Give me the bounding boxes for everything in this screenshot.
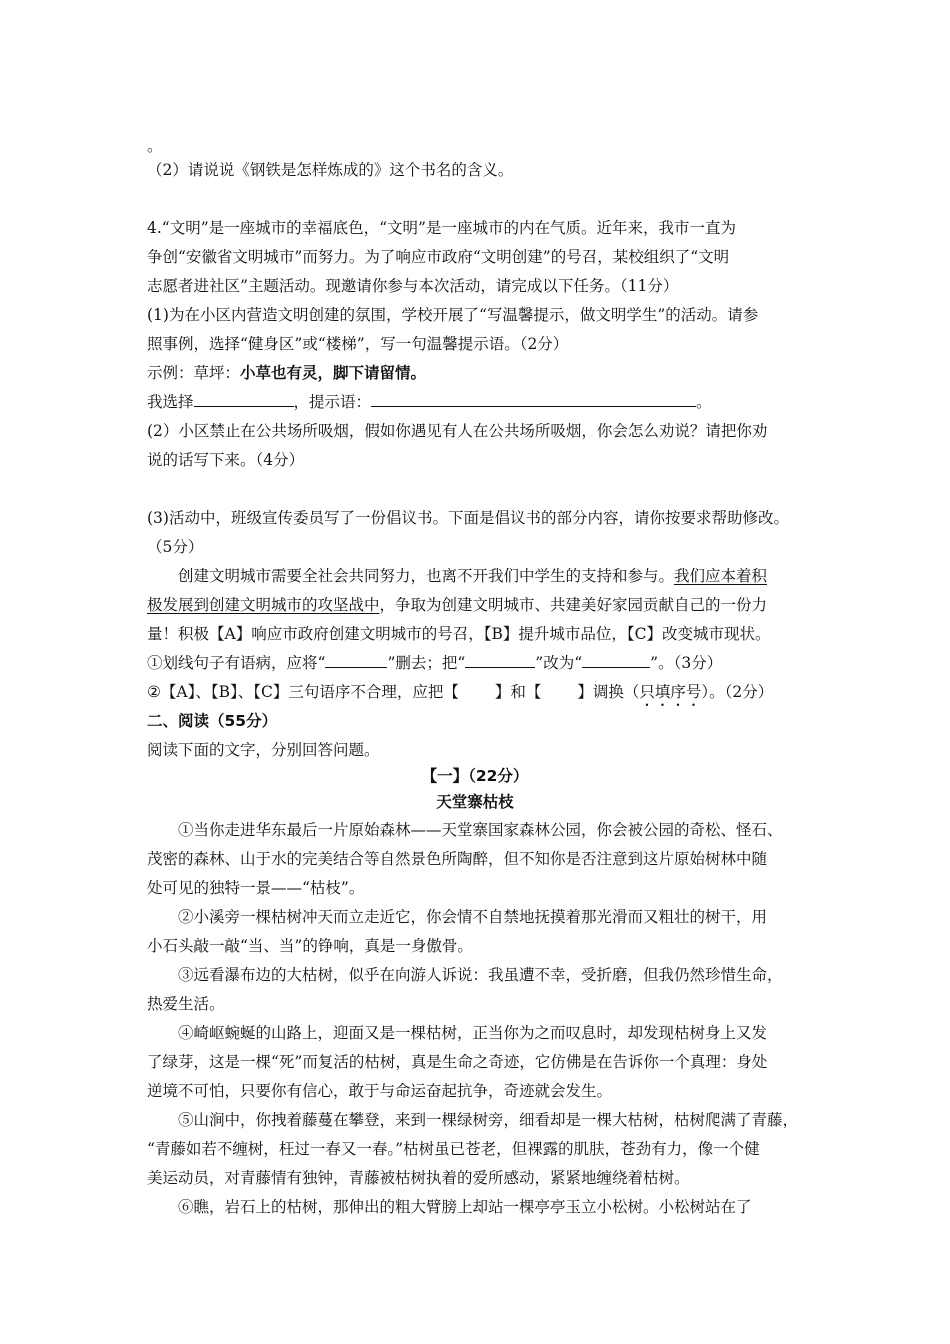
section-2-instruction: 阅读下面的文字，分别回答问题。 (147, 741, 380, 759)
article-line: 了绿芽，这是一棵“死”而复活的枯树，真是生命之奇迹，它仿佛是在告诉你一个真理：身处 (147, 1053, 768, 1071)
article-line: ②小溪旁一棵枯树冲天而立走近它，你会情不自禁地抚摸着那光滑而又粗壮的树干，用 (178, 908, 768, 926)
article-line: ⑤山涧中，你拽着藤蔓在攀登，来到一棵绿树旁，细看却是一棵大枯树，枯树爬满了青藤， (178, 1111, 799, 1129)
top-mark: 。 (147, 137, 163, 155)
s1-text-a: ①划线句子有语病，应将“ (147, 654, 326, 672)
article-line: 美运动员，对青藤情有独钟，青藤被枯树执着的爱所感动，紧紧地缠绕着枯树。 (147, 1169, 690, 1187)
article-line: ④崎岖蜿蜒的山路上，迎面又是一棵枯树，正当你为之而叹息时，却发现枯树身上又发 (178, 1024, 768, 1042)
choose-line (147, 392, 712, 412)
q4-part1-line-2: 照事例，选择“健身区”或“楼梯”，写一句温馨提示语。（2分） (147, 335, 569, 353)
choose-mid: ，提示语： (293, 393, 372, 411)
choose-end: 。 (696, 393, 712, 411)
delete-blank[interactable] (325, 653, 387, 668)
article-line: 小石头敲一敲“当、当”的铮响，真是一身傲骨。 (147, 937, 473, 955)
q4-part2-line-2: 说的话写下来。（4分） (147, 451, 305, 469)
emphasized-text: 只填序号 (639, 683, 702, 701)
proposal-text: 创建文明城市需要全社会共同努力，也离不开我们中学生的支持和参与。 (178, 567, 675, 585)
proposal-line-2 (147, 595, 767, 615)
s2-text-c: 】调换（ (577, 683, 640, 701)
article-line: “青藤如若不缠树，枉过一春又一春。”枯树虽已苍老，但裸露的肌肤，苍劲有力，像一个健 (147, 1140, 760, 1158)
subquestion-1 (147, 653, 722, 673)
q4-part3-line-2: （5分） (147, 538, 204, 556)
underlined-sentence-part-1: 我们应本着积 (674, 567, 768, 585)
choice-blank[interactable] (194, 392, 294, 407)
choose-prefix: 我选择 (147, 393, 194, 411)
q4-intro-line-1: 4.“文明”是一座城市的幸福底色，“文明”是一座城市的内在气质。近年来，我市一直为 (147, 219, 736, 237)
s2-text-a: ②【A】、【B】、【C】三句语序不合理，应把【 (147, 683, 459, 701)
original-word-blank[interactable] (465, 653, 535, 668)
proposal-line-1 (178, 566, 767, 586)
article-line: 茂密的森林、山于水的完美结合等自然景色所陶醉，但不知你是否注意到这片原始树林中随 (147, 850, 768, 868)
s2-text-d: ）。（2分） (701, 683, 774, 701)
underlined-sentence-part-2: 极发展到创建文明城市的攻坚战中 (147, 596, 380, 614)
subquestion-2 (147, 682, 773, 710)
s1-text-b: ”删去；把“ (387, 654, 466, 672)
example-line (147, 363, 426, 383)
q4-part2-line-1: (2）小区禁止在公共场所吸烟，假如你遇见有人在公共场所吸烟，你会怎么劝说？请把你劝 (147, 422, 768, 440)
part-title: 【一】（22分） (421, 767, 529, 785)
s1-text-d: ”。（3分） (650, 654, 723, 672)
q4-intro-line-2: 争创“安徽省文明城市”而努力。为了响应市政府“文明创建”的号召，某校组织了“文明 (147, 248, 730, 266)
s1-text-c: ”改为“ (535, 654, 583, 672)
example-label: 示例：草坪： (147, 364, 241, 382)
q3-item-2: （2）请说说《钢铁是怎样炼成的》这个书名的含义。 (147, 161, 514, 179)
replacement-word-blank[interactable] (582, 653, 650, 668)
article-line: ⑥瞧，岩石上的枯树，那伸出的粗大臂膀上却站一棵亭亭玉立小松树。小松树站在了 (178, 1198, 752, 1216)
article-line: ③远看瀑布边的大枯树，似乎在向游人诉说：我虽遭不幸，受折磨，但我仍然珍惜生命， (178, 966, 783, 984)
article-title: 天堂寨枯枝 (436, 793, 514, 811)
article-line: 逆境不可怕，只要你有信心，敢于与命运奋起抗争，奇迹就会发生。 (147, 1082, 613, 1100)
proposal-line-3: 量！积极【A】响应市政府创建文明城市的号召，【B】提升城市品位，【C】改变城市现状。 (147, 625, 771, 643)
article-line: 处可见的独特一景——“枯枝”。 (147, 879, 365, 897)
example-text: 小草也有灵，脚下请留情。 (240, 364, 427, 382)
article-line: 热爱生活。 (147, 995, 225, 1013)
q4-intro-line-3: 志愿者进社区”主题活动。现邀请你参与本次活动，请完成以下任务。（11分） (147, 277, 679, 295)
s2-text-b: 】和【 (494, 683, 542, 701)
article-line: ①当你走进华东最后一片原始森林——天堂寨国家森林公园，你会被公园的奇松、怪石、 (178, 821, 783, 839)
proposal-text: ，争取为创建文明城市、共建美好家园贡献自己的一份力 (379, 596, 768, 614)
q4-part1-line-1: (1)为在小区内营造文明创建的氛围，学校开展了“写温馨提示，做文明学生”的活动。请参 (147, 306, 759, 324)
tip-blank[interactable] (371, 392, 696, 407)
section-2-title: 二、阅读（55分） (147, 712, 278, 730)
q4-part3-line-1: (3)活动中，班级宣传委员写了一份倡议书。下面是倡议书的部分内容，请你按要求帮助修改。 (147, 509, 789, 527)
